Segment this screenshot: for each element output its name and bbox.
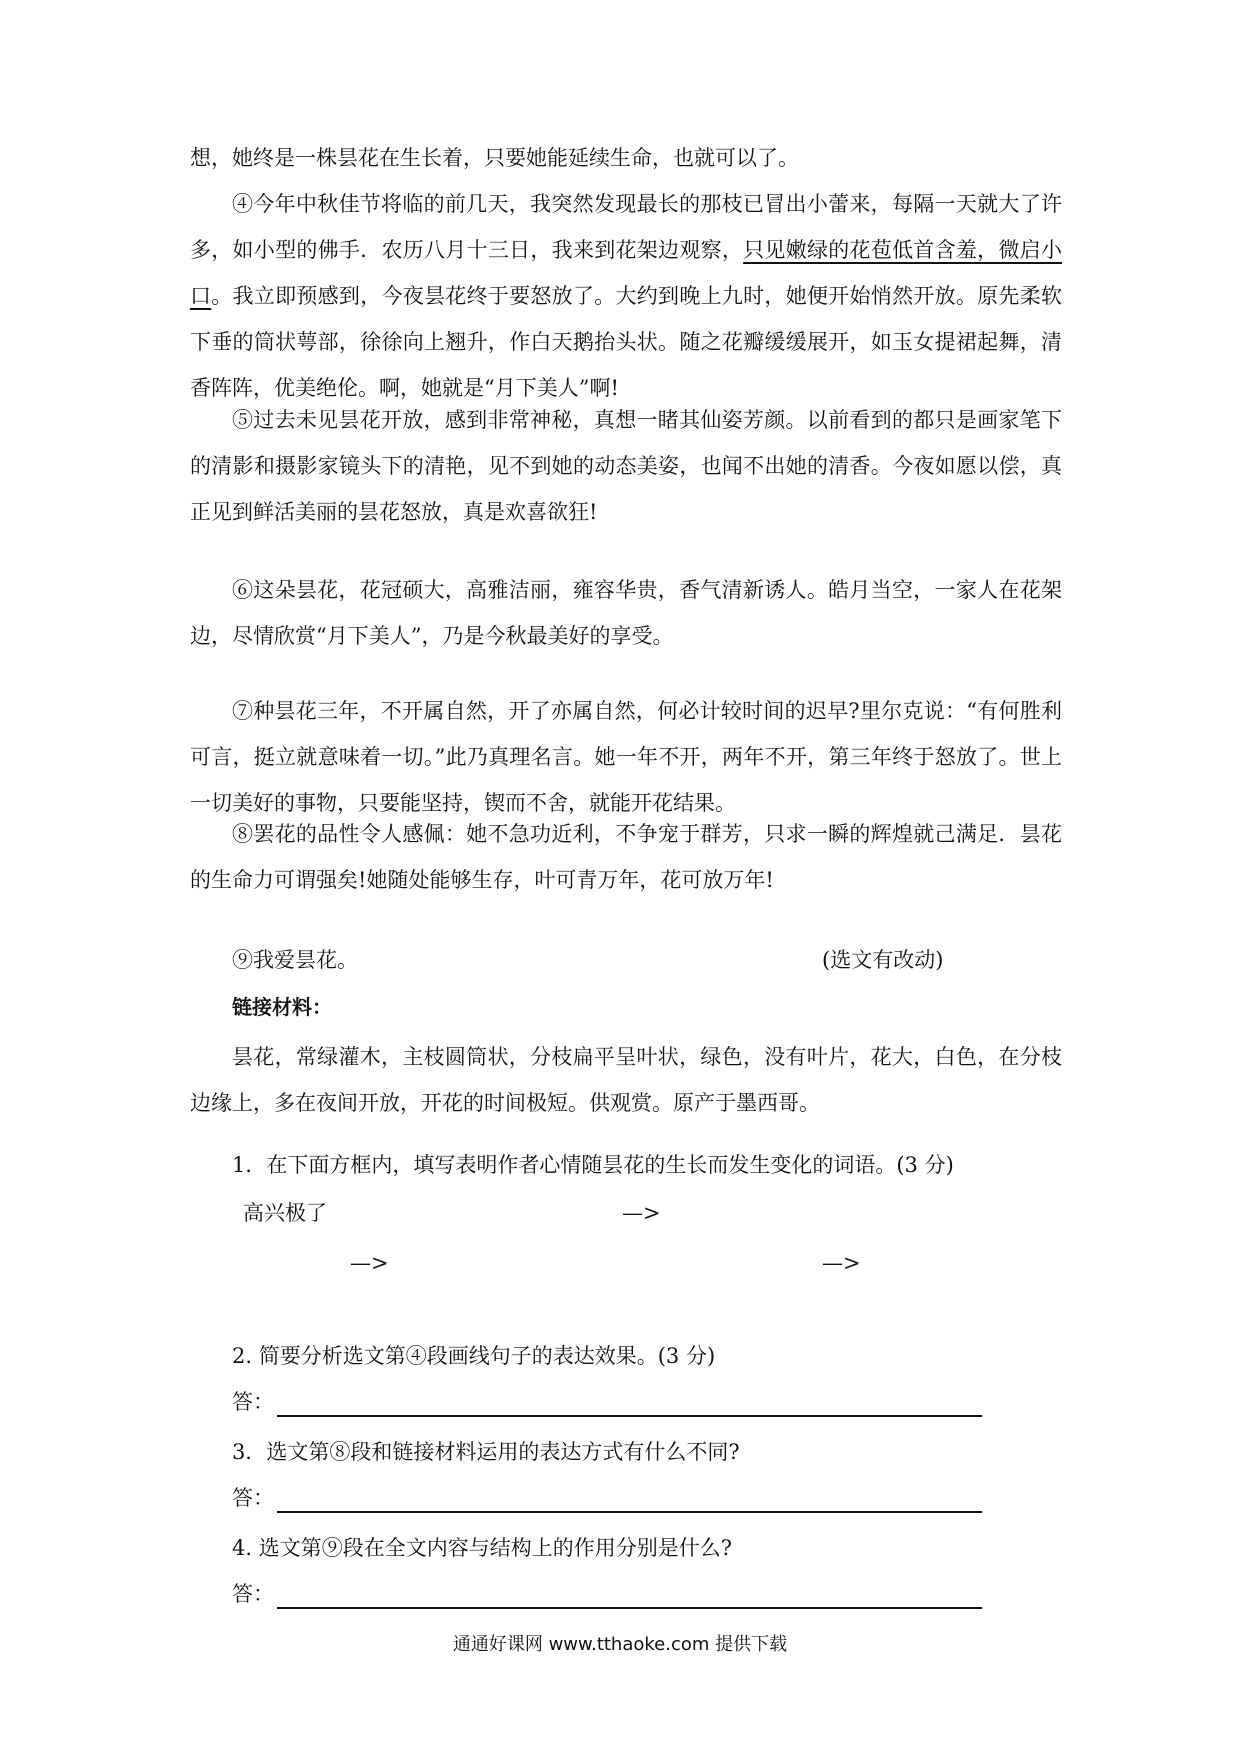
answer-field-2[interactable] bbox=[232, 1382, 982, 1422]
passage-paragraph-5: ⑤过去未见昙花开放，感到非常神秘，真想一睹其仙姿芳颜。以前看到的都只是画家笔下的清影和摄影家镜头下的清艳，见不到她的动态美姿，也闻不出她的清香。今夜如愿以偿，真正见到鲜活美丽的昙花怒放，真是欢喜欲狂! bbox=[190, 408, 1062, 524]
question-3: 3．选文第⑧段和链接材料运用的表达方式有什么不同? bbox=[232, 1440, 740, 1464]
arrow-3: —> bbox=[822, 1251, 861, 1275]
answer-field-3[interactable] bbox=[232, 1478, 982, 1518]
question-2: 2. 简要分析选文第④段画线句子的表达效果。(3 分) bbox=[232, 1344, 716, 1368]
passage-paragraph-continued: 想，她终是一株昙花在生长着，只要她能延续生命，也就可以了。 bbox=[190, 146, 799, 170]
answer-label: 答： bbox=[232, 1582, 274, 1606]
paragraph-4-text-after: 。我立即预感到，今夜昙花终于要怒放了。大约到晚上九时，她便开始悄然开放。原先柔软下垂的筒状萼部，徐徐向上翘升，作白天鹅抬头状。随之花瓣缓缓展开，如玉女提裙起舞，清香阵阵，优美绝伦。啊，她就是“月下美人”啊! bbox=[190, 284, 1063, 400]
source-note: (选文有改动) bbox=[822, 948, 944, 972]
answer-line bbox=[277, 1511, 982, 1513]
underlined-sentence: 只见嫩绿的花苞低首含羞，微启小口 bbox=[190, 238, 1063, 308]
mood-word-1: 高兴极了 bbox=[243, 1201, 327, 1225]
link-material-text: 昙花，常绿灌木，主枝圆筒状，分枝扁平呈叶状，绿色，没有叶片，花大，白色，在分枝边缘上，多在夜间开放，开花的时间极短。供观赏。原产于墨西哥。 bbox=[190, 1045, 1062, 1115]
answer-label: 答： bbox=[232, 1390, 274, 1414]
question-1: 1．在下面方框内，填写表明作者心情随昙花的生长而发生变化的词语。(3 分) bbox=[232, 1153, 954, 1177]
passage-paragraph-9: ⑨我爱昙花。 bbox=[232, 948, 358, 972]
paragraph-4-text-before: ④今年中秋佳节将临的前几天，我突然发现最长的那枝已冒出小蕾来，每隔一天就大了许多，如小型的佛手．农历八月十三日，我来到花架边观察， bbox=[190, 192, 1062, 262]
answer-label: 答： bbox=[232, 1486, 274, 1510]
arrow-1: —> bbox=[622, 1201, 661, 1225]
page-footer: 通通好课网 www.tthaoke.com 提供下载 bbox=[452, 1634, 788, 1655]
passage-paragraph-8: ⑧罢花的品性令人感佩：她不急功近利，不争宠于群芳，只求一瞬的辉煌就己满足．昙花的生命力可谓强矣!她随处能够生存，叶可青万年，花可放万年! bbox=[190, 822, 1062, 892]
arrow-2: —> bbox=[350, 1251, 389, 1275]
question-4: 4. 选文第⑨段在全文内容与结构上的作用分别是什么? bbox=[232, 1536, 732, 1560]
passage-paragraph-4 bbox=[190, 181, 1062, 411]
passage-paragraph-6: ⑥这朵昙花，花冠硕大，高雅洁丽，雍容华贵，香气清新诱人。皓月当空，一家人在花架边，尽情欣赏“月下美人”，乃是今秋最美好的享受。 bbox=[190, 578, 1062, 648]
answer-line bbox=[277, 1415, 982, 1417]
answer-field-4[interactable] bbox=[232, 1574, 982, 1614]
passage-paragraph-7: ⑦种昙花三年，不开属自然，开了亦属自然，何必计较时间的迟早?里尔克说：“有何胜利可言，挺立就意味着一切。”此乃真理名言。她一年不开，两年不开，第三年终于怒放了。世上一切美好的事物，只要能坚持，锲而不舍，就能开花结果。 bbox=[190, 699, 1062, 815]
link-material-heading: 链接材料： bbox=[232, 995, 332, 1019]
answer-line bbox=[277, 1607, 982, 1609]
